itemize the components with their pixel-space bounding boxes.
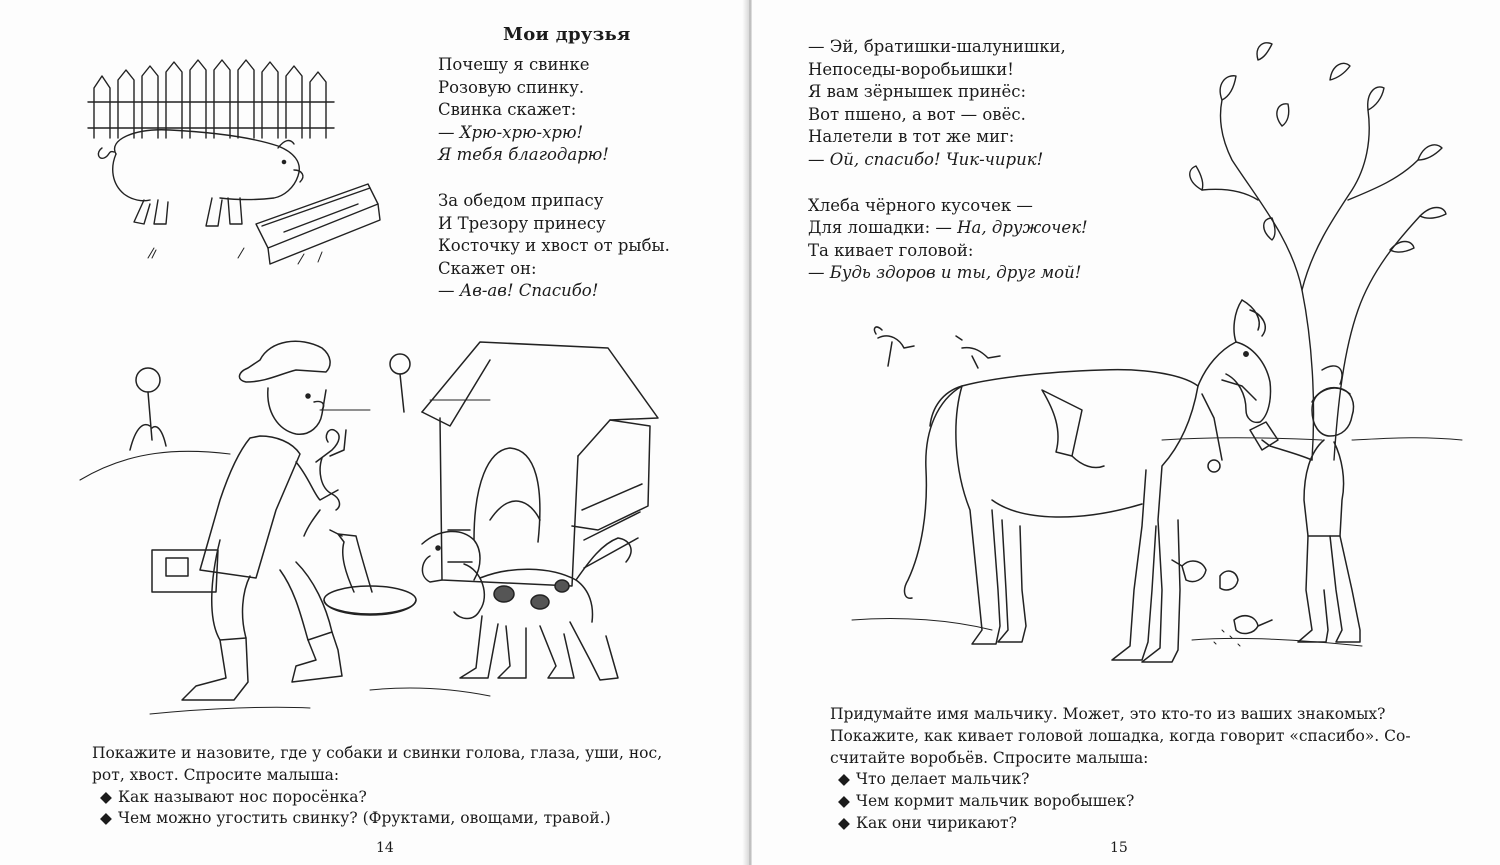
doghouse-icon — [422, 342, 658, 586]
sparrow-icon — [874, 327, 1000, 368]
task-left — [92, 743, 662, 830]
poem-line: Я тебя благодарю! — [438, 145, 609, 165]
task-text-line: Покажите и назовите, где у собаки и свинки голова, глаза, уши, нос, — [92, 744, 663, 762]
poem-line: Налетели в тот же миг: — [808, 127, 1015, 147]
page-number: 14 — [376, 840, 394, 856]
question-item — [92, 808, 662, 830]
question-item — [830, 769, 1411, 791]
bullet-icon: ◆ — [838, 813, 850, 832]
poem-line: Непоседы-воробьишки! — [808, 59, 1014, 79]
sparrow-icon — [1172, 560, 1272, 633]
pig-icon — [98, 130, 303, 226]
question-text: Как они чирикают? — [856, 813, 1017, 832]
poem-line: И Трезору принесу — [438, 213, 606, 233]
poem-line: Та кивает головой: — [808, 240, 974, 260]
bread-icon — [1250, 422, 1278, 450]
boy-dog-illustration — [70, 330, 670, 725]
boy-icon — [1262, 388, 1360, 642]
fish-bowl-icon — [324, 530, 416, 615]
poem-line: Косточку и хвост от рыбы. — [438, 236, 670, 256]
poem-line: Хлеба чёрного кусочек — — [808, 195, 1033, 215]
horse-icon — [905, 300, 1271, 662]
question-text: Как называют нос поросёнка? — [118, 787, 367, 806]
page-title: Мои друзья — [503, 24, 631, 45]
poem-line: Скажет он: — [438, 258, 537, 278]
trough-icon — [256, 184, 380, 264]
poem-line: Вот пшено, а вот — овёс. — [808, 104, 1026, 124]
bullet-icon: ◆ — [838, 770, 850, 789]
poem-line: — Будь здоров и ты, друг мой! — [808, 263, 1082, 283]
fence-icon — [88, 60, 334, 138]
poem-right — [808, 36, 1088, 285]
poem-line: — Ой, спасибо! Чик-чирик! — [808, 149, 1044, 169]
poem-line: — Ав-ав! Спасибо! — [438, 281, 599, 301]
bullet-icon: ◆ — [100, 787, 112, 806]
poem-line: Я вам зёрнышек принёс: — [808, 82, 1027, 102]
leaf-icon — [1190, 43, 1446, 252]
poem-line: За обедом припасу — [438, 190, 604, 210]
bone-icon — [320, 458, 339, 510]
task-right — [830, 704, 1411, 835]
page-number: 15 — [1110, 840, 1128, 856]
horse-boy-illustration — [842, 290, 1402, 690]
pig-illustration — [88, 58, 388, 273]
flower-icon — [130, 354, 410, 450]
poem-line: Почешу я свинке — [438, 55, 590, 74]
poem-left — [438, 54, 670, 303]
stanza-break — [808, 172, 1088, 195]
question-item — [830, 791, 1411, 813]
bullet-icon: ◆ — [100, 809, 112, 828]
poem-line-italic-part: — На, дружочек! — [935, 218, 1088, 238]
question-text: Чем можно угостить свинку? (Фруктами, овощами, травой.) — [118, 809, 611, 828]
question-item — [830, 813, 1411, 835]
question-text: Что делает мальчик? — [856, 770, 1030, 789]
question-text: Чем кормит мальчик воробышек? — [856, 792, 1135, 811]
task-text-line: Покажите, как кивает головой лошадка, когда говорит «спасибо». Со- — [830, 726, 1411, 745]
bullet-icon: ◆ — [838, 792, 850, 811]
task-text-line: считайте воробьёв. Спросите малыша: — [830, 748, 1149, 767]
poem-line: Для лошадки: — На, дружочек! — [808, 218, 1088, 238]
poem-line: — Эй, братишки-шалунишки, — [808, 37, 1066, 56]
poem-line: Свинка скажет: — [438, 100, 577, 120]
question-list — [830, 769, 1411, 834]
dog-icon — [422, 531, 631, 680]
task-text-line: Придумайте имя мальчику. Может, это кто-то из ваших знакомых? — [830, 705, 1386, 723]
stanza-break — [438, 167, 670, 190]
question-list — [92, 787, 662, 831]
right-page — [752, 0, 1500, 865]
question-item — [92, 787, 662, 809]
boy-icon — [152, 341, 346, 700]
left-page — [0, 0, 748, 865]
task-text-line: рот, хвост. Спросите малыша: — [92, 765, 340, 784]
poem-line: — Хрю-хрю-хрю! — [438, 122, 584, 142]
poem-line: Розовую спинку. — [438, 77, 585, 97]
